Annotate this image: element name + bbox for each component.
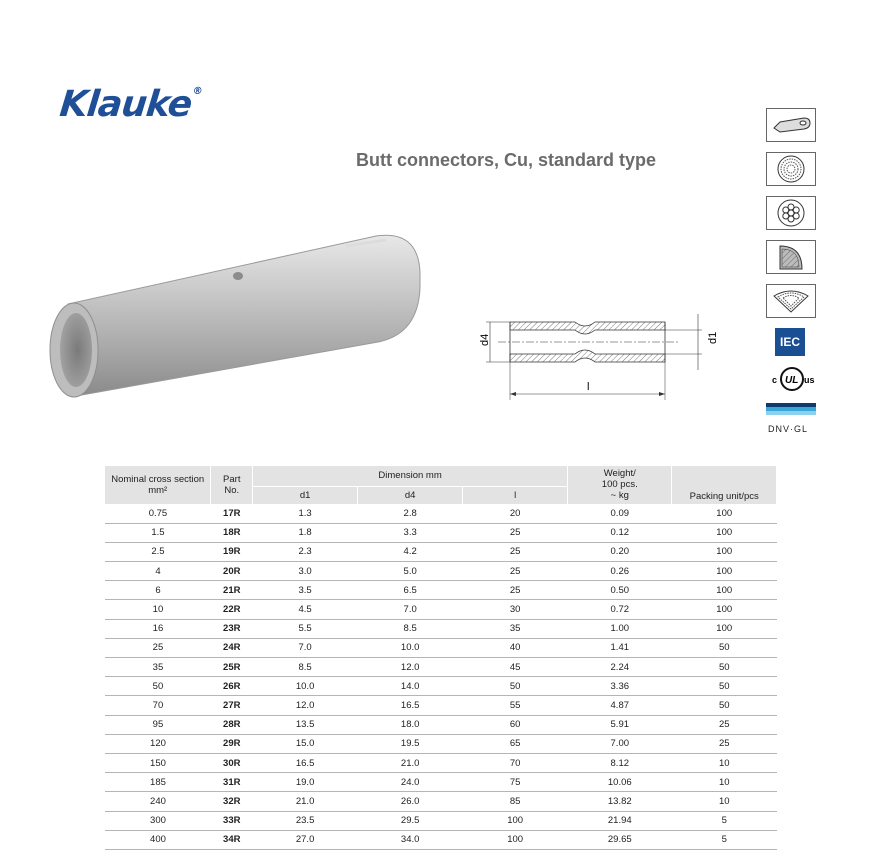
cell-part-no: 34R [211, 830, 253, 849]
cell-d4: 4.2 [358, 542, 463, 561]
dnv-gl-icon [766, 403, 818, 434]
cell-packing: 50 [672, 658, 777, 677]
cell-cross-section: 4 [105, 562, 211, 581]
cell-d1: 15.0 [253, 734, 358, 753]
header-l: l [463, 486, 568, 504]
cell-weight: 3.36 [568, 677, 672, 696]
cell-d1: 27.0 [253, 830, 358, 849]
cell-d4: 34.0 [358, 830, 463, 849]
cable-lug-icon [766, 108, 816, 142]
cell-d4: 16.5 [358, 696, 463, 715]
header-d4: d4 [358, 486, 463, 504]
cell-packing: 50 [672, 677, 777, 696]
dnv-gl-label: DNV·GL [768, 424, 809, 434]
cell-part-no: 31R [211, 773, 253, 792]
cell-d1: 13.5 [253, 715, 358, 734]
cell-d1: 7.0 [253, 638, 358, 657]
cell-d1: 23.5 [253, 811, 358, 830]
brand-name: Klauke [57, 84, 194, 125]
cell-l: 20 [463, 504, 568, 523]
table-row [105, 581, 777, 600]
cell-l: 25 [463, 523, 568, 542]
brand-logo [58, 84, 203, 125]
cell-l: 55 [463, 696, 568, 715]
cell-d4: 6.5 [358, 581, 463, 600]
cell-part-no: 29R [211, 734, 253, 753]
cell-cross-section: 25 [105, 638, 211, 657]
header-dimension: Dimension mm [253, 466, 568, 486]
cell-part-no: 23R [211, 619, 253, 638]
cell-weight: 0.26 [568, 562, 672, 581]
header-weight: Weight/ 100 pcs. ~ kg [568, 466, 672, 504]
cell-d1: 3.0 [253, 562, 358, 581]
cell-l: 60 [463, 715, 568, 734]
table-row [105, 696, 777, 715]
sector-conductor-icon [766, 240, 816, 274]
cell-d1: 10.0 [253, 677, 358, 696]
cell-d1: 1.8 [253, 523, 358, 542]
cell-cross-section: 95 [105, 715, 211, 734]
table-row [105, 562, 777, 581]
page-title: Butt connectors, Cu, standard type [356, 150, 657, 170]
cell-packing: 100 [672, 523, 777, 542]
table-row [105, 792, 777, 811]
ul-mark-text: UL [785, 375, 799, 386]
cell-weight: 10.06 [568, 773, 672, 792]
cell-l: 50 [463, 677, 568, 696]
d4-label: d4 [479, 333, 491, 346]
table-row [105, 773, 777, 792]
cell-d4: 14.0 [358, 677, 463, 696]
cell-d4: 3.3 [358, 523, 463, 542]
dimension-drawing [470, 310, 720, 404]
cell-cross-section: 240 [105, 792, 211, 811]
table-row [105, 830, 777, 849]
cell-weight: 1.41 [568, 638, 672, 657]
cell-weight: 0.20 [568, 542, 672, 561]
cell-weight: 0.12 [568, 523, 672, 542]
table-row [105, 619, 777, 638]
cell-d1: 1.3 [253, 504, 358, 523]
cell-d1: 5.5 [253, 619, 358, 638]
cell-weight: 7.00 [568, 734, 672, 753]
cell-part-no: 25R [211, 658, 253, 677]
cell-d1: 3.5 [253, 581, 358, 600]
cell-weight: 21.94 [568, 811, 672, 830]
cell-cross-section: 120 [105, 734, 211, 753]
cell-l: 100 [463, 830, 568, 849]
cell-cross-section: 16 [105, 619, 211, 638]
cell-packing: 5 [672, 830, 777, 849]
cell-cross-section: 400 [105, 830, 211, 849]
cell-l: 35 [463, 619, 568, 638]
ul-us-text: us [804, 375, 815, 385]
cell-d1: 16.5 [253, 753, 358, 772]
cell-l: 25 [463, 562, 568, 581]
cell-l: 75 [463, 773, 568, 792]
table-row [105, 715, 777, 734]
ul-us-icon [766, 366, 818, 397]
table-row [105, 811, 777, 830]
cell-packing: 25 [672, 715, 777, 734]
cell-cross-section: 50 [105, 677, 211, 696]
cell-packing: 100 [672, 542, 777, 561]
cell-d1: 19.0 [253, 773, 358, 792]
cell-packing: 10 [672, 792, 777, 811]
table-row [105, 542, 777, 561]
cell-packing: 100 [672, 562, 777, 581]
butt-connector-photo [46, 228, 426, 400]
cell-weight: 5.91 [568, 715, 672, 734]
header-d1: d1 [253, 486, 358, 504]
cell-l: 25 [463, 542, 568, 561]
table-row [105, 523, 777, 542]
cell-packing: 25 [672, 734, 777, 753]
cell-d4: 18.0 [358, 715, 463, 734]
cell-part-no: 22R [211, 600, 253, 619]
cell-part-no: 19R [211, 542, 253, 561]
cell-d4: 2.8 [358, 504, 463, 523]
header-part-no: Part No. [211, 466, 253, 504]
sector-stranded-conductor-icon [766, 284, 816, 318]
cell-d4: 10.0 [358, 638, 463, 657]
cell-d1: 2.3 [253, 542, 358, 561]
cell-l: 100 [463, 811, 568, 830]
cell-d4: 26.0 [358, 792, 463, 811]
cell-l: 65 [463, 734, 568, 753]
cell-part-no: 28R [211, 715, 253, 734]
cell-weight: 29.65 [568, 830, 672, 849]
table-row [105, 753, 777, 772]
cell-cross-section: 10 [105, 600, 211, 619]
cell-weight: 0.72 [568, 600, 672, 619]
cell-d4: 5.0 [358, 562, 463, 581]
cell-packing: 100 [672, 619, 777, 638]
spec-table [105, 466, 777, 850]
cell-cross-section: 1.5 [105, 523, 211, 542]
cell-l: 25 [463, 581, 568, 600]
cell-cross-section: 150 [105, 753, 211, 772]
l-label: l [587, 381, 590, 393]
table-row [105, 734, 777, 753]
cell-weight: 0.09 [568, 504, 672, 523]
table-row [105, 677, 777, 696]
cell-l: 40 [463, 638, 568, 657]
cell-weight: 2.24 [568, 658, 672, 677]
cell-weight: 13.82 [568, 792, 672, 811]
cell-packing: 100 [672, 600, 777, 619]
cell-packing: 100 [672, 581, 777, 600]
cell-packing: 50 [672, 696, 777, 715]
cell-weight: 1.00 [568, 619, 672, 638]
cell-packing: 10 [672, 773, 777, 792]
table-row [105, 600, 777, 619]
cell-weight: 4.87 [568, 696, 672, 715]
table-row [105, 658, 777, 677]
iec-icon: IEC [775, 328, 805, 356]
cell-l: 30 [463, 600, 568, 619]
cell-d1: 4.5 [253, 600, 358, 619]
fine-strand-conductor-icon [766, 152, 816, 186]
cell-d4: 7.0 [358, 600, 463, 619]
cell-cross-section: 2.5 [105, 542, 211, 561]
multi-strand-conductor-icon [766, 196, 816, 230]
cell-cross-section: 6 [105, 581, 211, 600]
cell-packing: 10 [672, 753, 777, 772]
table-row [105, 638, 777, 657]
cell-part-no: 24R [211, 638, 253, 657]
cell-cross-section: 300 [105, 811, 211, 830]
cell-packing: 5 [672, 811, 777, 830]
cell-d1: 21.0 [253, 792, 358, 811]
cell-l: 70 [463, 753, 568, 772]
d1-label: d1 [707, 331, 719, 344]
cell-d4: 12.0 [358, 658, 463, 677]
cell-l: 85 [463, 792, 568, 811]
cell-part-no: 33R [211, 811, 253, 830]
cell-l: 45 [463, 658, 568, 677]
icon-column [766, 108, 818, 434]
cell-cross-section: 185 [105, 773, 211, 792]
cell-d4: 24.0 [358, 773, 463, 792]
cell-part-no: 17R [211, 504, 253, 523]
spec-table-body [105, 504, 777, 849]
cell-part-no: 26R [211, 677, 253, 696]
cell-part-no: 18R [211, 523, 253, 542]
cell-part-no: 21R [211, 581, 253, 600]
cell-part-no: 30R [211, 753, 253, 772]
cell-part-no: 20R [211, 562, 253, 581]
cell-packing: 100 [672, 504, 777, 523]
cell-d4: 29.5 [358, 811, 463, 830]
cell-d4: 8.5 [358, 619, 463, 638]
cell-part-no: 27R [211, 696, 253, 715]
cell-cross-section: 70 [105, 696, 211, 715]
cell-cross-section: 35 [105, 658, 211, 677]
table-row [105, 504, 777, 523]
cell-packing: 50 [672, 638, 777, 657]
cell-part-no: 32R [211, 792, 253, 811]
registered-mark: ® [192, 86, 203, 97]
cell-cross-section: 0.75 [105, 504, 211, 523]
ul-c-text: c [772, 375, 778, 385]
cell-weight: 0.50 [568, 581, 672, 600]
cell-weight: 8.12 [568, 753, 672, 772]
cell-d1: 8.5 [253, 658, 358, 677]
cell-d1: 12.0 [253, 696, 358, 715]
header-cross-section: Nominal cross section mm² [105, 466, 211, 504]
header-packing: Packing unit/pcs [672, 466, 777, 504]
cell-d4: 19.5 [358, 734, 463, 753]
cell-d4: 21.0 [358, 753, 463, 772]
